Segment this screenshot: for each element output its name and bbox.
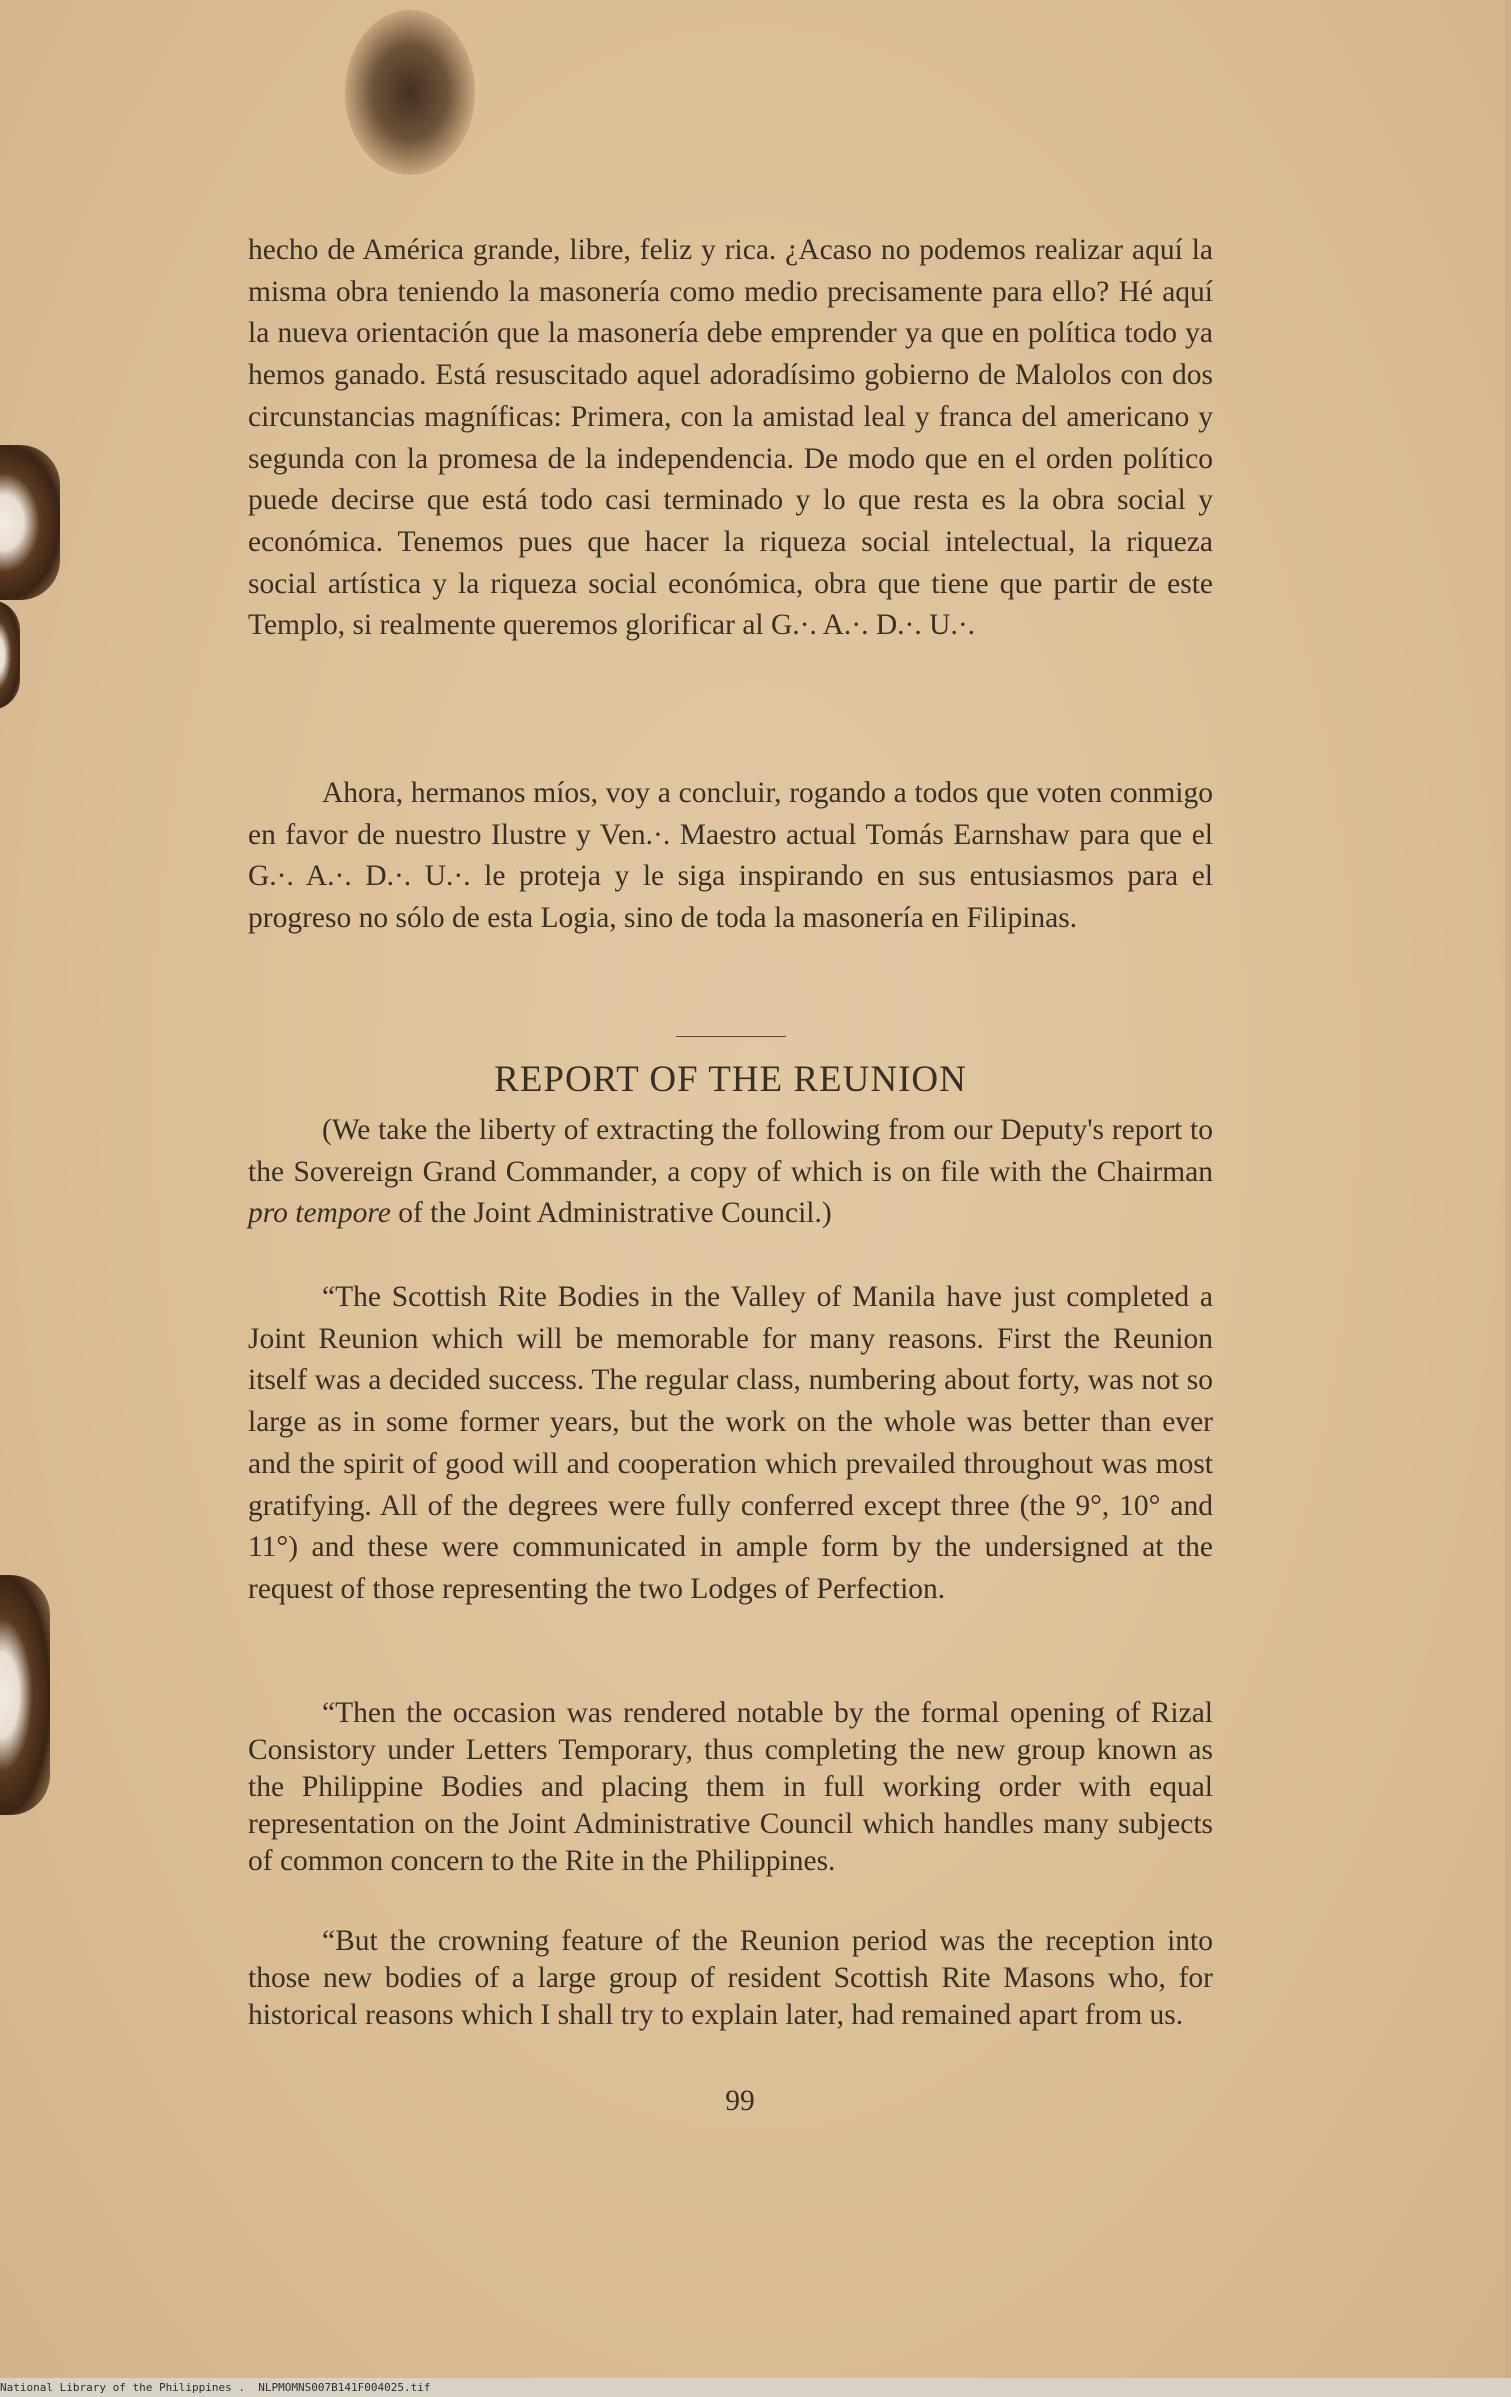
intro-italic: pro tempore [248,1197,391,1230]
spanish-paragraph-2 [248,773,1213,940]
paragraph-text [248,1110,1213,1235]
page-edge [1505,0,1511,2397]
section-heading: REPORT OF THE REUNION [494,1059,967,1100]
report-intro [248,1110,1213,1235]
intro-text-end: of the Joint Administrative Council.) [390,1197,832,1230]
section-divider [676,1036,786,1037]
spanish-paragraph-1 [248,230,1213,647]
report-paragraph-2 [248,1695,1213,1880]
paragraph-text: “The Scottish Rite Bodies in the Valley of Manila have just completed a Joint Reunion which will be memorable for many reasons. First the Reunion itself was a decided success. The regular class, numbering about forty, was not so large as in some former years, but the work on the whole was better than ever and the spirit of good will and cooperation which prevailed throughout was most gratifying. All of the degrees were fully conferred except three (the 9°, 10° and 11°) and these were communicated in ample form by the undersigned at the request of those representing the two Lodges of Perfection. [248,1281,1213,1605]
edge-damage [0,1575,50,1815]
report-paragraph-3 [248,1923,1213,2034]
scan-footer: National Library of the Philippines . NLPMOMNS007B141F004025.tif [0,2381,431,2394]
report-paragraph-1 [248,1277,1213,1611]
paragraph-text: Ahora, hermanos míos, voy a concluir, rogando a todos que voten conmigo en favor de nuestro Ilustre y Ven.·. Maestro actual Tomás Earnshaw para que el G.·. A.·. D.·. U.·. le proteja y le siga inspirando en sus entusiasmos para el progreso no sólo de esta Logia, sino de toda la masonería en Filipinas. [248,777,1213,935]
edge-damage [0,445,60,600]
edge-damage [0,600,20,710]
paragraph-text: “But the crowning feature of the Reunion period was the reception into those new bodies of a large group of resident Scottish Rite Masons who, for historical reasons which I shall try to explain later, had remained apart from us. [248,1925,1213,2031]
intro-text: (We take the liberty of extracting the following from our Deputy's report to the Sovereign Grand Commander, a copy of which is on file with the Chairman [248,1114,1213,1188]
paragraph-text: hecho de América grande, libre, feliz y rica. ¿Acaso no podemos realizar aquí la misma obra teniendo la masonería como medio precisamente para ello? Hé aquí la nueva orientación que la masonería debe emprender ya que en política todo ya hemos ganado. Está resuscitado aquel adoradísimo gobierno de Malolos con dos circunstancias magníficas: Primera, con la amistad leal y franca del americano y segunda con la promesa de la independencia. De modo que en el orden político puede decirse que está todo casi terminado y lo que resta es la obra social y económica. Tenemos pues que hacer la riqueza social intelectual, la riqueza social artística y la riqueza social económica, obra que tiene que partir de este Templo, si realmente queremos glorificar al G.·. A.·. D.·. U.·. [248,234,1213,642]
ink-stain [345,10,475,175]
paragraph-text: “Then the occasion was rendered notable by the formal opening of Rizal Consistory under Letters Temporary, thus completing the new group known as the Philippine Bodies and placing them in full working order with equal representation on the Joint Administrative Council which handles many subjects of common concern to the Rite in the Philippines. [248,1697,1213,1877]
page-number: 99 [725,2085,755,2117]
